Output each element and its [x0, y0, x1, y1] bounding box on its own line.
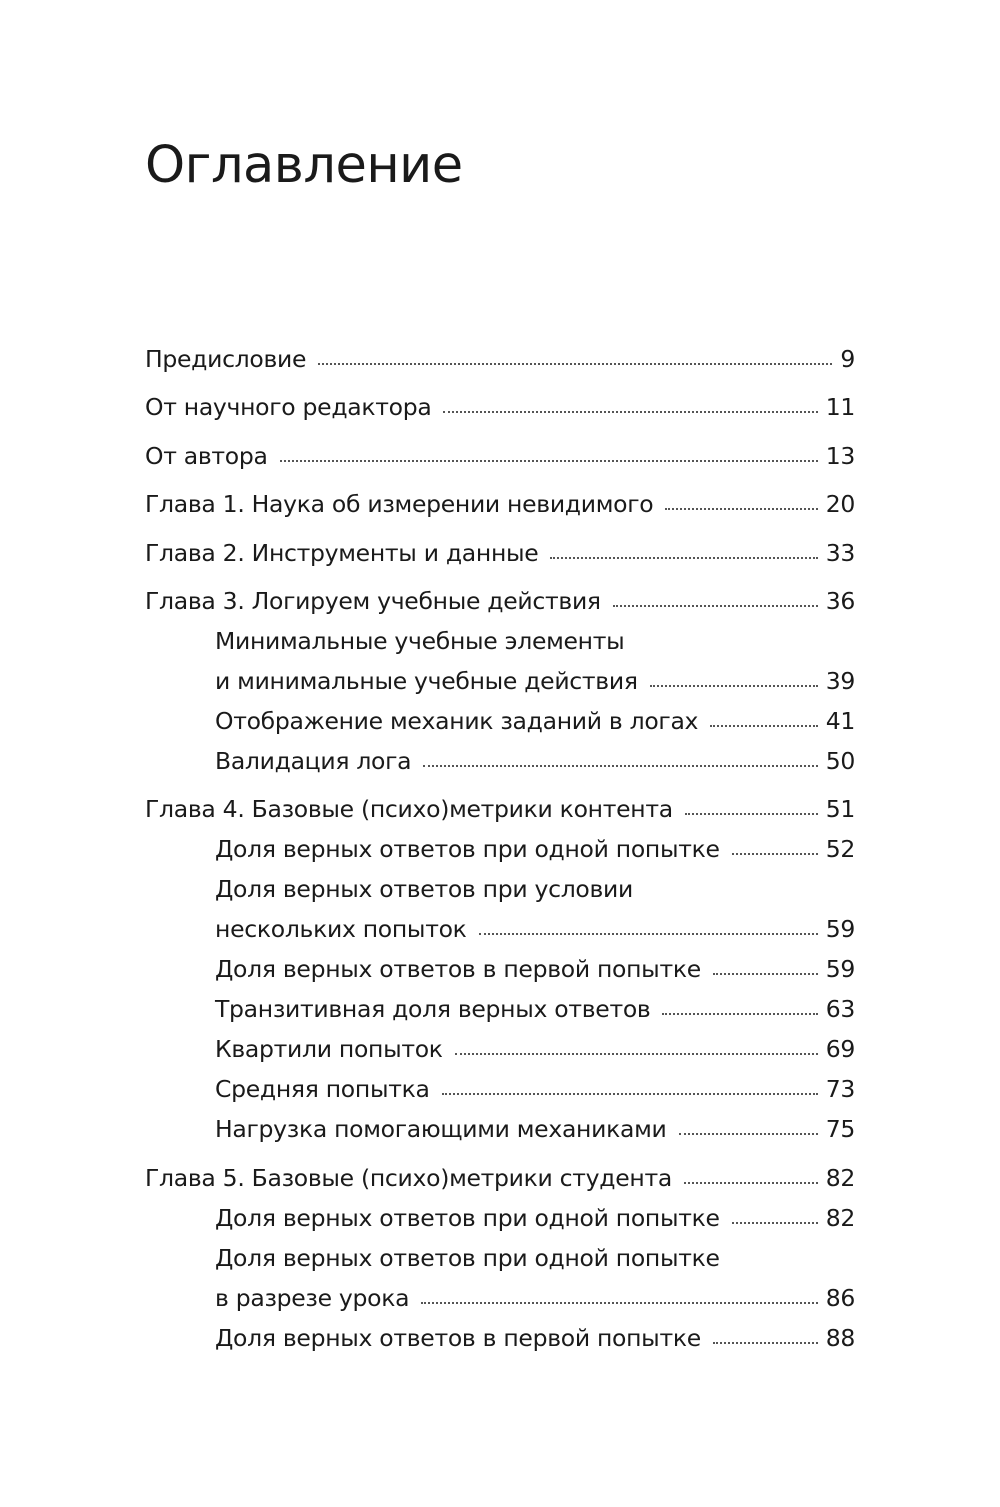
toc-section-title: нескольких попыток	[215, 915, 467, 944]
toc-section[interactable]	[145, 1198, 855, 1238]
toc-section-page: 75	[825, 1115, 855, 1144]
toc-section-title: и минимальные учебные действия	[215, 666, 638, 695]
toc-section-page: 88	[825, 1323, 855, 1352]
toc-section-title: Средняя попытка	[215, 1075, 430, 1104]
toc-section-page: 41	[825, 706, 855, 735]
toc-chapter-title: Глава 4. Базовые (психо)метрики контента	[145, 795, 673, 824]
toc-section-page: 59	[825, 915, 855, 944]
toc-section-title: Доля верных ответов при одной попытке	[215, 835, 720, 864]
dot-leader	[613, 605, 818, 607]
toc-chapter-title: Глава 5. Базовые (психо)метрики студента	[145, 1163, 672, 1192]
toc-section[interactable]	[145, 909, 855, 949]
toc-section[interactable]	[145, 1029, 855, 1069]
toc-section-title: Валидация лога	[215, 746, 412, 775]
dot-leader	[685, 813, 818, 815]
toc-chapter-title: Глава 3. Логируем учебные действия	[145, 586, 601, 615]
dot-leader	[443, 411, 817, 413]
toc-section[interactable]	[145, 1109, 855, 1149]
toc-section[interactable]	[145, 661, 855, 701]
dot-leader	[665, 508, 817, 510]
dot-leader	[423, 765, 817, 767]
dot-leader	[421, 1302, 817, 1304]
toc-section-title: Транзитивная доля верных ответов	[215, 995, 651, 1024]
toc-section[interactable]	[145, 1278, 855, 1318]
toc-chapter[interactable]	[145, 789, 855, 829]
toc-chapter[interactable]	[145, 1158, 855, 1198]
toc-section-page: 63	[825, 995, 855, 1024]
toc-section-page: 50	[825, 746, 855, 775]
toc-chapter-page: 82	[825, 1163, 855, 1192]
toc-entry-title: От научного редактора	[145, 393, 432, 422]
toc-section-title: Доля верных ответов в первой попытке	[215, 955, 701, 984]
toc-section-title: Доля верных ответов при одной попытке	[215, 1203, 720, 1232]
dot-leader	[732, 1222, 818, 1224]
toc-section-page: 73	[825, 1075, 855, 1104]
toc-entry[interactable]	[145, 436, 855, 476]
dot-leader	[442, 1093, 818, 1095]
toc-chapter[interactable]	[145, 581, 855, 621]
toc-chapter-page: 51	[825, 795, 855, 824]
table-of-contents	[145, 339, 855, 1358]
page-title: Оглавление	[145, 136, 463, 195]
toc-chapter[interactable]	[145, 533, 855, 573]
toc-entry-page: 11	[825, 393, 855, 422]
toc-section-page: 82	[825, 1203, 855, 1232]
toc-section-title: в разрезе урока	[215, 1283, 410, 1312]
toc-entry-title: От автора	[145, 441, 268, 470]
toc-section-title: Доля верных ответов в первой попытке	[215, 1323, 701, 1352]
toc-entry-title: Предисловие	[145, 345, 307, 373]
dot-leader	[280, 460, 818, 462]
toc-chapter-title: Глава 2. Инструменты и данные	[145, 538, 539, 567]
dot-leader	[732, 853, 818, 855]
dot-leader	[318, 363, 832, 365]
toc-section[interactable]	[145, 1318, 855, 1358]
toc-section-title: Квартили попыток	[215, 1035, 443, 1064]
toc-chapter-page: 36	[825, 586, 855, 615]
toc-section-title: Нагрузка помогающими механиками	[215, 1115, 667, 1144]
dot-leader	[710, 725, 818, 727]
dot-leader	[713, 1342, 818, 1344]
toc-section-page: 86	[825, 1283, 855, 1312]
dot-leader	[684, 1182, 818, 1184]
toc-section[interactable]	[145, 989, 855, 1029]
toc-entry-page: 13	[825, 441, 855, 470]
toc-chapter-page: 33	[825, 538, 855, 567]
toc-section-page: 39	[825, 666, 855, 695]
dot-leader	[550, 557, 817, 559]
dot-leader	[679, 1133, 818, 1135]
dot-leader	[479, 933, 818, 935]
toc-section[interactable]	[145, 1069, 855, 1109]
toc-entry[interactable]	[145, 387, 855, 427]
dot-leader	[713, 973, 818, 975]
toc-section-page: 59	[825, 955, 855, 984]
toc-section[interactable]	[145, 829, 855, 869]
dot-leader	[455, 1053, 818, 1055]
toc-section-page: 52	[825, 835, 855, 864]
toc-section[interactable]	[145, 701, 855, 741]
toc-chapter-page: 20	[825, 490, 855, 519]
toc-entry-page: 9	[840, 345, 855, 373]
toc-chapter-title: Глава 1. Наука об измерении невидимого	[145, 490, 654, 519]
toc-section-title-line1: Доля верных ответов при условии	[215, 875, 633, 904]
dot-leader	[662, 1013, 817, 1015]
toc-section[interactable]	[145, 741, 855, 781]
toc-chapter[interactable]	[145, 484, 855, 524]
toc-section[interactable]	[145, 949, 855, 989]
toc-section-page: 69	[825, 1035, 855, 1064]
toc-entry[interactable]	[145, 339, 855, 379]
toc-section-title-line1: Минимальные учебные элементы	[215, 626, 625, 655]
toc-section-title-line1: Доля верных ответов при одной попытке	[215, 1243, 720, 1272]
dot-leader	[650, 685, 818, 687]
toc-section-title: Отображение механик заданий в логах	[215, 706, 699, 735]
